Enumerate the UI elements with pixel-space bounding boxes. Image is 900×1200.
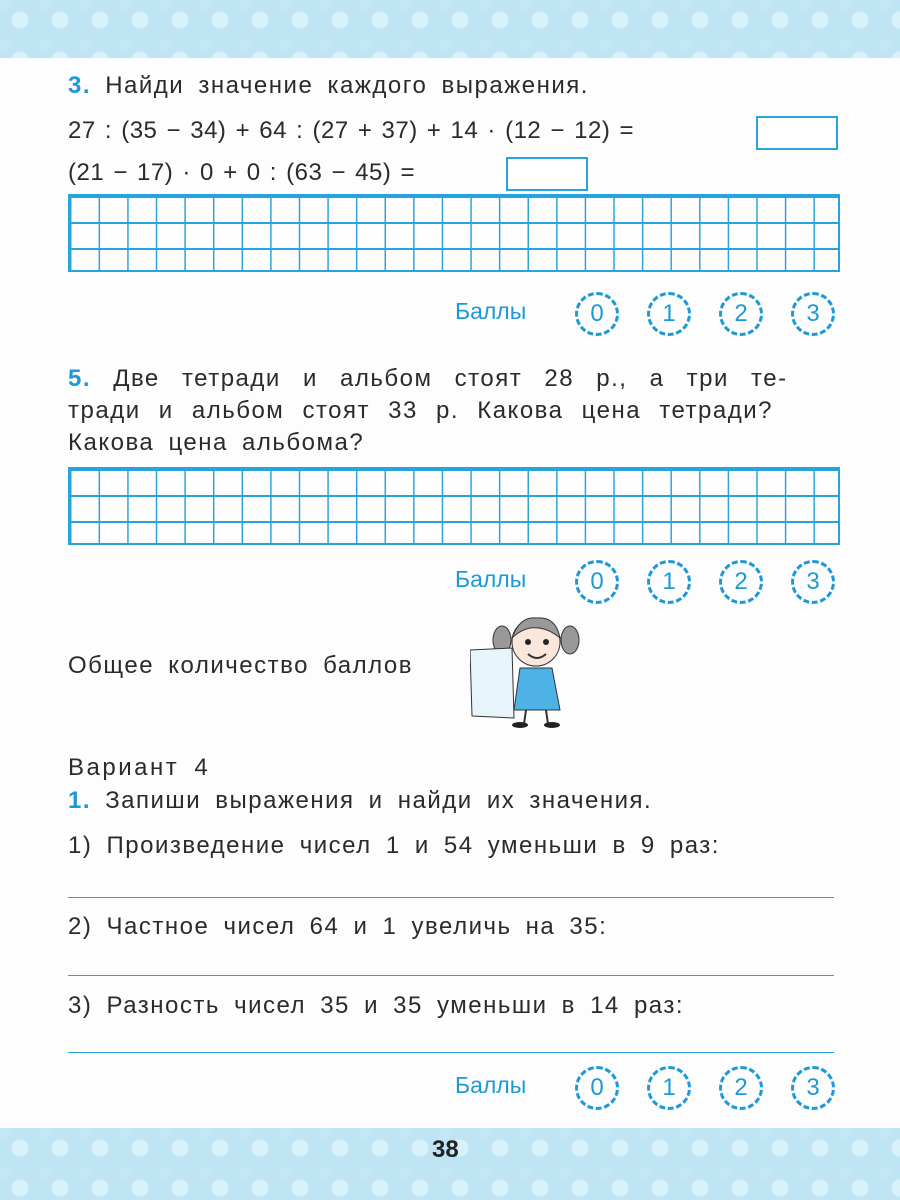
task-text: Две тетради и альбом стоят 28 р., а три те- [113,365,788,392]
answer-line-1[interactable] [68,897,834,898]
task-3-heading [68,72,589,100]
decorative-border-top [0,0,900,58]
variant-heading: Вариант 4 [68,754,211,781]
task-1-item-2: 2) Частное чисел 64 и 1 увеличь на 35: [68,913,608,940]
score-option-3[interactable]: 3 [791,1066,835,1110]
task-number: 5. [68,365,92,392]
answer-line-2[interactable] [68,975,834,976]
task-title: Найди значение каждого выражения. [105,72,589,99]
task-title: Запиши выражения и найди их значения. [105,787,653,814]
task-5-line-1 [68,365,788,393]
score-option-1[interactable]: 1 [647,1066,691,1110]
score-option-0[interactable]: 0 [575,560,619,604]
task-number: 3. [68,72,92,99]
expression-1: 27 : (35 − 34) + 64 : (27 + 37) + 14 · (12 − 12) = [68,117,634,144]
score-label: Баллы [455,298,527,324]
task-number: 1. [68,787,92,814]
total-score-label: Общее количество баллов [68,652,414,679]
answer-box-2[interactable] [506,157,588,191]
answer-grid-task-3[interactable] [68,194,840,272]
task-5-line-3: Какова цена альбома? [68,429,365,456]
score-option-0[interactable]: 0 [575,292,619,336]
task-5-line-2: тради и альбом стоят 33 р. Какова цена тетради? [68,397,773,424]
score-label: Баллы [455,1072,527,1098]
task-1-item-1: 1) Произведение чисел 1 и 54 уменьши в 9 раз: [68,832,720,859]
girl-with-sign-illustration [470,610,580,730]
score-option-1[interactable]: 1 [647,560,691,604]
answer-line-3[interactable] [68,1052,834,1053]
score-option-2[interactable]: 2 [719,560,763,604]
score-option-3[interactable]: 3 [791,560,835,604]
task-1-item-3: 3) Разность чисел 35 и 35 уменьши в 14 раз: [68,992,685,1019]
answer-box-1[interactable] [756,116,838,150]
answer-grid-task-5[interactable] [68,467,840,545]
score-option-2[interactable]: 2 [719,292,763,336]
score-option-1[interactable]: 1 [647,292,691,336]
score-label: Баллы [455,566,527,592]
score-option-3[interactable]: 3 [791,292,835,336]
page-number: 38 [432,1136,459,1163]
task-1-heading [68,787,652,815]
score-option-0[interactable]: 0 [575,1066,619,1110]
score-option-2[interactable]: 2 [719,1066,763,1110]
expression-2: (21 − 17) · 0 + 0 : (63 − 45) = [68,159,416,186]
